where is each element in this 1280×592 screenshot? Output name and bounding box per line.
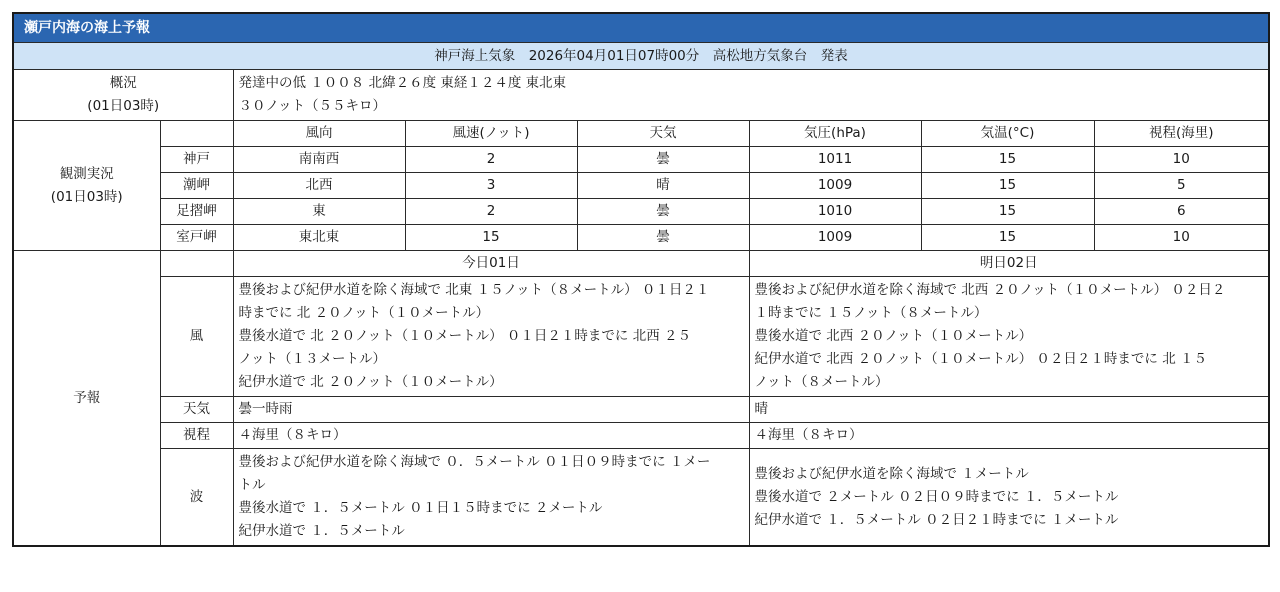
observation-row <box>13 225 1269 251</box>
table-cell: 3 <box>405 173 577 199</box>
table-cell: 南南西 <box>233 147 405 173</box>
wind-day1 <box>233 277 749 397</box>
forecast-line: 豊後および紀伊水道を除く海域で 北東 １５ノット（８メートル） ０１日２１ <box>238 282 710 298</box>
table-cell: 6 <box>1094 199 1269 225</box>
table-cell: 15 <box>405 225 577 251</box>
forecast-label: 予報 <box>13 251 160 547</box>
observation-header-row <box>13 121 1269 147</box>
forecast-day1-header: 今日01日 <box>233 251 749 277</box>
observation-row <box>13 199 1269 225</box>
forecast-line: 豊後および紀伊水道を除く海域で １メートル <box>754 465 1029 482</box>
table-cell: 北西 <box>233 173 405 199</box>
table-cell: 2 <box>405 147 577 173</box>
table-cell: 東北東 <box>233 225 405 251</box>
station-name: 室戸岬 <box>160 225 233 251</box>
overview-label-main: 概況 <box>109 75 137 91</box>
weather-day1: 曇一時雨 <box>233 397 749 423</box>
column-header: 気圧(hPa) <box>749 121 921 147</box>
table-cell: 2 <box>405 199 577 225</box>
issued-info: 神戸海上気象 2026年04月01日07時00分 高松地方気象台 発表 <box>13 43 1269 70</box>
visibility-day1: ４海里（８キロ） <box>233 423 749 449</box>
table-cell: 曇 <box>577 147 749 173</box>
forecast-header-blank <box>160 251 233 277</box>
forecast-line: 豊後水道で １．５メートル ０１日１５時までに ２メートル <box>238 500 603 516</box>
column-header: 天気 <box>577 121 749 147</box>
table-cell: 15 <box>921 147 1094 173</box>
forecast-line: 豊後および紀伊水道を除く海域で 北西 ２０ノット（１０メートル） ０２日２ <box>754 282 1226 298</box>
forecast-wind-row <box>13 277 1269 397</box>
column-header: 視程(海里) <box>1094 121 1269 147</box>
observation-label-main: 観測実況 <box>59 165 114 182</box>
marine-forecast-table <box>12 12 1270 547</box>
column-header: 気温(°C) <box>921 121 1094 147</box>
observation-row <box>13 173 1269 199</box>
forecast-line: 紀伊水道で １．５メートル ０２日２１時までに １メートル <box>754 511 1119 528</box>
table-cell: 15 <box>921 173 1094 199</box>
overview-label-time: (01日03時) <box>87 98 160 114</box>
table-cell: 15 <box>921 199 1094 225</box>
table-cell: 曇 <box>577 199 749 225</box>
forecast-line: 紀伊水道で 北西 ２０ノット（１０メートル） ０２日２１時までに 北 １５ <box>754 351 1208 367</box>
observation-label <box>13 121 160 251</box>
forecast-line: 時までに 北 ２０ノット（１０メートル） <box>238 305 490 321</box>
column-header: 風速(ノット) <box>405 121 577 147</box>
forecast-line: 紀伊水道で １．５メートル <box>238 523 405 539</box>
visibility-day2: ４海里（８キロ） <box>749 423 1269 449</box>
table-cell: 晴 <box>577 173 749 199</box>
forecast-line: 豊後および紀伊水道を除く海域で ０．５メートル ０１日０９時までに １メー <box>238 454 711 470</box>
forecast-line: 豊後水道で ２メートル ０２日０９時までに １．５メートル <box>754 488 1119 505</box>
table-cell: 曇 <box>577 225 749 251</box>
table-cell: 東 <box>233 199 405 225</box>
wind-day2 <box>749 277 1269 397</box>
station-header-blank <box>160 121 233 147</box>
overview-label <box>13 70 233 121</box>
table-cell: 10 <box>1094 225 1269 251</box>
overview-line: 発達中の低 １００８ 北緯２６度 東経１２４度 東北東 <box>238 75 567 91</box>
forecast-line: 紀伊水道で 北 ２０ノット（１０メートル） <box>238 374 503 390</box>
forecast-line: １時までに １５ノット（８メートル） <box>754 305 988 321</box>
table-cell: 15 <box>921 225 1094 251</box>
wind-label: 風 <box>160 277 233 397</box>
table-cell: 10 <box>1094 147 1269 173</box>
forecast-line: トル <box>238 477 266 493</box>
weather-label: 天気 <box>160 397 233 423</box>
forecast-visibility-row <box>13 423 1269 449</box>
station-name: 神戸 <box>160 147 233 173</box>
overview-text <box>233 70 1269 121</box>
table-cell: 1010 <box>749 199 921 225</box>
forecast-line: 豊後水道で 北 ２０ノット（１０メートル） ０１日２１時までに 北西 ２５ <box>238 328 692 344</box>
overview-row <box>13 70 1269 121</box>
overview-line: ３０ノット（５５キロ） <box>238 98 387 114</box>
weather-day2: 晴 <box>749 397 1269 423</box>
table-cell: 5 <box>1094 173 1269 199</box>
table-cell: 1009 <box>749 225 921 251</box>
forecast-line: ノット（１３メートル） <box>238 351 387 367</box>
forecast-line: ノット（８メートル） <box>754 374 889 390</box>
waves-day1 <box>233 449 749 547</box>
waves-day2 <box>749 449 1269 547</box>
station-name: 潮岬 <box>160 173 233 199</box>
visibility-label: 視程 <box>160 423 233 449</box>
table-title: 瀬戸内海の海上予報 <box>13 13 1269 43</box>
station-name: 足摺岬 <box>160 199 233 225</box>
forecast-weather-row <box>13 397 1269 423</box>
observation-row <box>13 147 1269 173</box>
forecast-day2-header: 明日02日 <box>749 251 1269 277</box>
forecast-line: 豊後水道で 北西 ２０ノット（１０メートル） <box>754 328 1033 344</box>
table-cell: 1011 <box>749 147 921 173</box>
column-header: 風向 <box>233 121 405 147</box>
title-row <box>13 13 1269 43</box>
issued-row <box>13 43 1269 70</box>
waves-label: 波 <box>160 449 233 547</box>
forecast-header-row <box>13 251 1269 277</box>
observation-label-time: (01日03時) <box>50 188 123 205</box>
table-cell: 1009 <box>749 173 921 199</box>
forecast-waves-row <box>13 449 1269 547</box>
